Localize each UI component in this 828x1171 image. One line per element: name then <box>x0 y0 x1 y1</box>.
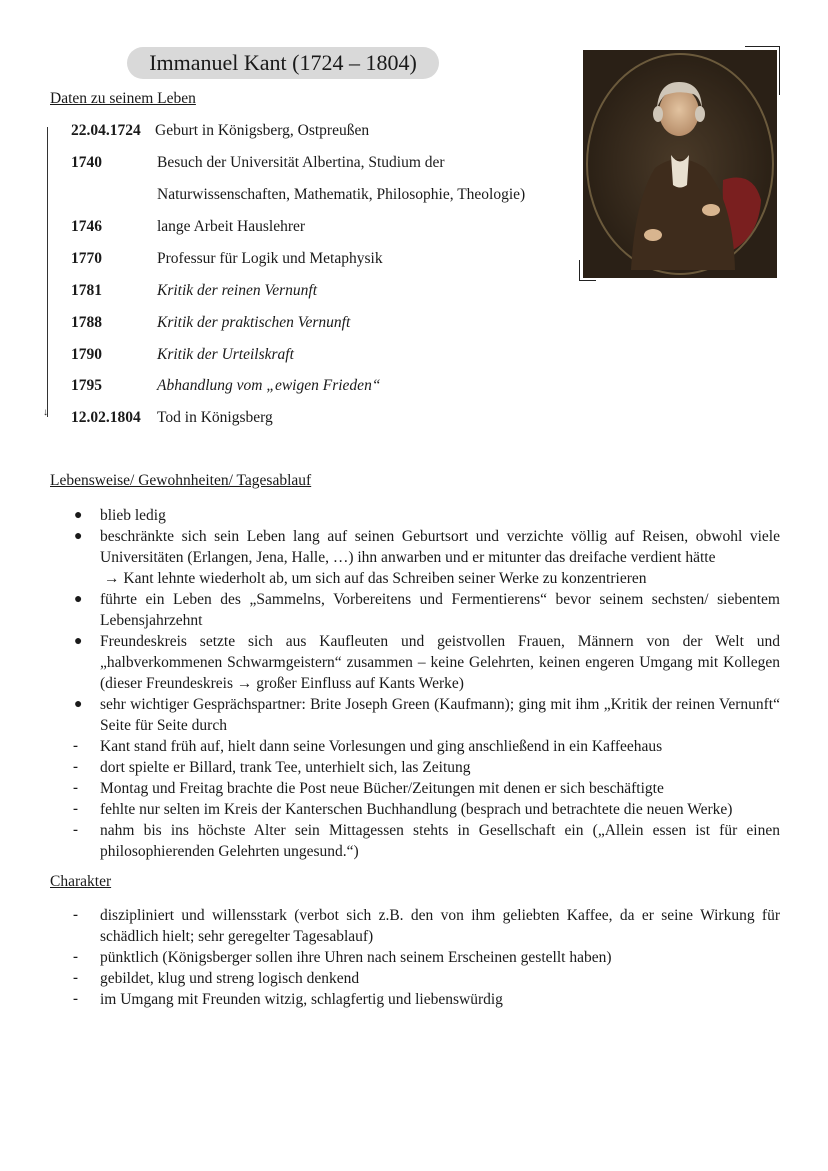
frame-corner-bottom-left <box>579 260 596 281</box>
list-item-text: beschränkte sich sein Leben lang auf seinen Geburtsort und verzichte völlig auf Reisen, obwohl viele Universitäten (Erlangen, Jena, Halle, …) ihn anwarben und er mitunter das dreifache verdient hätte <box>100 528 780 566</box>
timeline-year: 1746 <box>71 218 102 235</box>
lifestyle-item <box>70 589 780 631</box>
lifestyle-item <box>70 778 780 799</box>
lifestyle-item <box>70 820 780 862</box>
bullet-dash-icon: - <box>73 759 78 775</box>
character-list <box>70 905 780 1010</box>
list-item-text: Kant stand früh auf, hielt dann seine Vorlesungen und ging anschließend in ein Kaffeehaus <box>100 738 663 755</box>
list-item-text: blieb ledig <box>100 507 166 524</box>
lifestyle-item <box>70 694 780 736</box>
list-item-text: Montag und Freitag brachte die Post neue Bücher/Zeitungen mit denen er sich beschäftigte <box>100 780 664 797</box>
timeline-event: Abhandlung vom „ewigen Frieden“ <box>157 377 381 394</box>
portrait-frame <box>583 50 777 278</box>
lifestyle-item <box>70 757 780 778</box>
timeline-event: Geburt in Königsberg, Ostpreußen <box>155 122 370 139</box>
timeline-line <box>47 127 48 417</box>
list-item-text: sehr wichtiger Gesprächspartner: Brite Joseph Green (Kaufmann); ging mit ihm „Kritik der reinen Vernunft“ Seite für Seite durch <box>100 696 780 734</box>
timeline-event: Besuch der Universität Albertina, Studium der <box>157 154 445 171</box>
list-item-text: fehlte nur selten im Kreis der Kanterschen Buchhandlung (besprach und betrachtete die neuen Werke) <box>100 801 733 818</box>
character-item <box>70 905 780 947</box>
bullet-dash-icon: - <box>73 738 78 754</box>
bullet-dash-icon: - <box>73 822 78 838</box>
list-item-text: diszipliniert und willensstark (verbot sich z.B. den von ihm geliebten Kaffee, da er seine Wirkung für schädlich hielt; sehr geregelter Tagesablauf) <box>100 907 780 945</box>
lifestyle-list <box>70 505 780 862</box>
bullet-dash-icon: - <box>73 907 78 923</box>
section-heading-lifestyle: Lebensweise/ Gewohnheiten/ Tagesablauf <box>50 472 312 489</box>
timeline-event: Kritik der Urteilskraft <box>157 346 294 363</box>
list-item-text: im Umgang mit Freunden witzig, schlagfertig und liebenswürdig <box>100 991 503 1008</box>
timeline-event: Kritik der reinen Vernunft <box>157 282 318 299</box>
timeline-year: 1790 <box>71 346 102 363</box>
list-item-text: gebildet, klug und streng logisch denkend <box>100 970 360 987</box>
list-item-text: dort spielte er Billard, trank Tee, unterhielt sich, las Zeitung <box>100 759 471 776</box>
list-item-text: pünktlich (Königsberger sollen ihre Uhren nach seinem Erscheinen gestellt haben) <box>100 949 612 966</box>
timeline-year: 1781 <box>71 282 102 299</box>
lifestyle-item <box>70 526 780 589</box>
timeline-event: Professur für Logik und Metaphysik <box>157 250 383 267</box>
list-item-text: Freundeskreis setzte sich aus Kaufleuten und geistvollen Frauen, Männern von der Welt und „halbverkommenen Schwarmgeistern“ zusammen – keine Gelehrten, keinen engeren Umgang mit Kollegen (dieser Freundeskreis → großer Einfluss auf Kants Werke) <box>100 633 780 692</box>
character-item <box>70 947 780 968</box>
timeline-year: 1795 <box>71 377 102 394</box>
timeline-event: Kritik der praktischen Vernunft <box>157 314 351 331</box>
character-item <box>70 968 780 989</box>
bullet-dash-icon: - <box>73 801 78 817</box>
section-heading-character: Charakter <box>50 873 112 890</box>
list-item-text: führte ein Leben des „Sammelns, Vorbereitens und Fermentierens“ bevor seinem sechsten/ siebentem Lebensjahrzehnt <box>100 591 780 629</box>
character-item <box>70 989 780 1010</box>
lifestyle-item <box>70 736 780 757</box>
list-item-subline: → Kant lehnte wiederholt ab, um sich auf das Schreiben seiner Werke zu konzentrieren <box>104 570 647 587</box>
bullet-dot-icon: ● <box>74 697 83 712</box>
bullet-dash-icon: - <box>73 991 78 1007</box>
bullet-dash-icon: - <box>73 949 78 965</box>
bullet-dash-icon: - <box>73 970 78 986</box>
bullet-dot-icon: ● <box>74 529 83 544</box>
section-heading-life: Daten zu seinem Leben <box>50 90 196 107</box>
timeline-year: 1770 <box>71 250 102 267</box>
frame-corner-top-right <box>745 46 780 95</box>
bullet-dot-icon: ● <box>74 592 83 607</box>
timeline-event: Tod in Königsberg <box>157 409 273 426</box>
timeline-year: 12.02.1804 <box>71 409 141 426</box>
lifestyle-item <box>70 631 780 694</box>
timeline-arrow-icon: ↓ <box>43 407 48 418</box>
timeline-event-continued: Naturwissenschaften, Mathematik, Philosophie, Theologie) <box>157 186 526 203</box>
timeline-event: lange Arbeit Hauslehrer <box>157 218 306 235</box>
timeline-year: 1788 <box>71 314 102 331</box>
lifestyle-item <box>70 505 780 526</box>
page-title: Immanuel Kant (1724 – 1804) <box>127 47 439 79</box>
lifestyle-item <box>70 799 780 820</box>
timeline-year: 1740 <box>71 154 102 171</box>
list-item-text: nahm bis ins höchste Alter sein Mittagessen stehts in Gesellschaft ein („Allein essen ist für einen philosophierenden Gelehrten ungesund.“) <box>100 822 780 860</box>
bullet-dot-icon: ● <box>74 634 83 649</box>
bullet-dash-icon: - <box>73 780 78 796</box>
bullet-dot-icon: ● <box>74 508 83 523</box>
timeline-year: 22.04.1724 <box>71 122 141 139</box>
